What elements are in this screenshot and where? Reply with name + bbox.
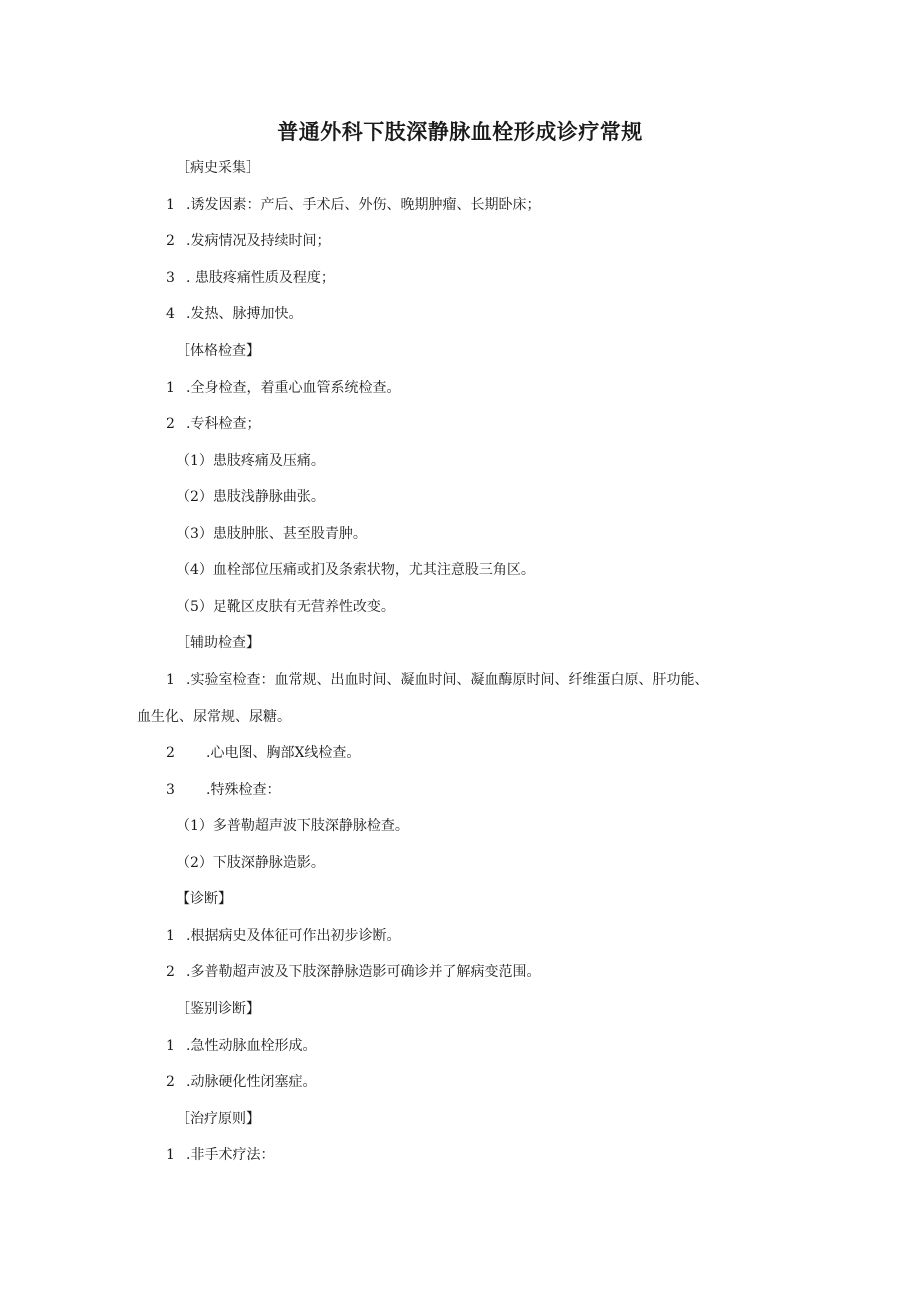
item-text: .多普勒超声波及下肢深静脉造影可确诊并了解病变范围。 [186, 964, 541, 980]
item-text: .发热、脉搏加快。 [186, 306, 303, 322]
list-item [166, 195, 540, 215]
list-item [166, 962, 540, 982]
list-item [166, 926, 400, 946]
list-item [166, 1145, 274, 1165]
list-item [166, 268, 335, 288]
item-number: 1 [166, 380, 175, 396]
item-text: .特殊检查： [206, 782, 281, 798]
item-text: .专科检查； [186, 416, 261, 432]
sub-item: （1）患肢疼痛及压痛。 [176, 453, 325, 469]
section-heading-diagnosis: 【诊断】 [176, 891, 232, 907]
list-item [166, 670, 708, 690]
item-continuation: 血生化、尿常规、尿糖。 [137, 709, 291, 725]
document-title: 普通外科下肢深静脉血栓形成诊疗常规 [277, 120, 643, 144]
sub-item: （2）下肢深静脉造影。 [176, 855, 325, 871]
item-number: 3 [166, 270, 175, 286]
item-number: 2 [166, 1074, 175, 1090]
item-number: 2 [166, 233, 175, 249]
section-heading-differential: ［鉴别诊断】 [176, 1001, 260, 1017]
item-text: .根据病史及体征可作出初步诊断。 [186, 928, 401, 944]
list-item [166, 231, 330, 251]
item-number: 3 [166, 782, 175, 798]
item-number: 1 [166, 672, 175, 688]
list-item [166, 378, 400, 398]
item-text: .实验室检查：血常规、出血时间、凝血时间、凝血酶原时间、纤维蛋白原、肝功能、 [186, 672, 709, 688]
list-item [166, 1072, 316, 1092]
section-heading-physical-exam: ［体格检查】 [176, 343, 260, 359]
item-number: 1 [166, 197, 175, 213]
item-text: .全身检查，着重心血管系统检查。 [186, 380, 401, 396]
item-text: .发病情况及持续时间； [186, 233, 331, 249]
section-heading-treatment: ［治疗原则】 [176, 1111, 260, 1127]
item-text: .急性动脉血栓形成。 [186, 1038, 317, 1054]
list-item [166, 743, 360, 763]
list-item [166, 1036, 316, 1056]
item-text: .动脉硬化性闭塞症。 [186, 1074, 317, 1090]
sub-item: （4）血栓部位压痛或扪及条索状物，尤其注意股三角区。 [176, 562, 535, 578]
item-text: .诱发因素：产后、手术后、外伤、晚期肿瘤、长期卧床； [186, 197, 541, 213]
list-item [166, 304, 302, 324]
item-text: .非手术疗法： [186, 1147, 275, 1163]
item-number: 4 [166, 306, 175, 322]
item-text: . 患肢疼痛性质及程度； [186, 270, 335, 286]
sub-item: （3）患肢肿胀、甚至股青肿。 [176, 526, 367, 542]
sub-item: （1）多普勒超声波下肢深静脉检查。 [176, 818, 409, 834]
section-heading-history: ［病史采集］ [176, 160, 260, 176]
item-number: 1 [166, 1147, 175, 1163]
item-number: 2 [166, 745, 175, 761]
item-text: .心电图、胸部X线检查。 [206, 745, 361, 761]
item-number: 2 [166, 964, 175, 980]
sub-item: （5）足靴区皮肤有无营养性改变。 [176, 599, 395, 615]
list-item [166, 414, 260, 434]
list-item [166, 780, 280, 800]
item-number: 1 [166, 928, 175, 944]
item-number: 2 [166, 416, 175, 432]
sub-item: （2）患肢浅静脉曲张。 [176, 489, 325, 505]
item-number: 1 [166, 1038, 175, 1054]
section-heading-auxiliary-exam: ［辅助检查】 [176, 635, 260, 651]
